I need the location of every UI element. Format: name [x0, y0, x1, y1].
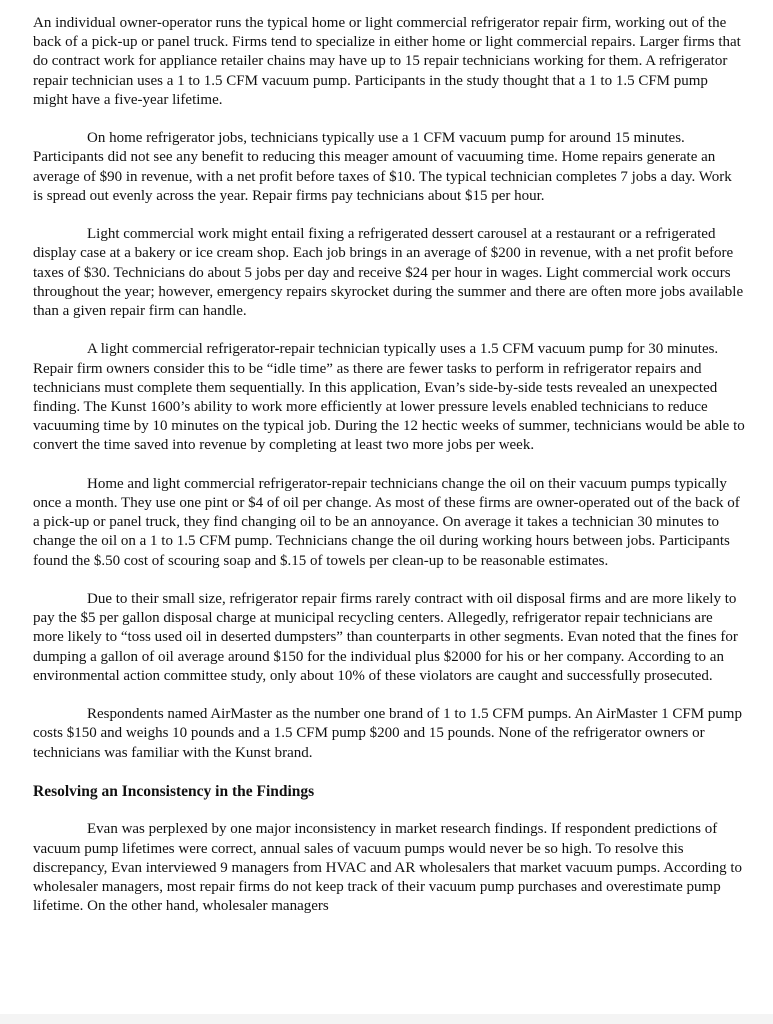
paragraph-idle-time: A light commercial refrigerator-repair technician typically uses a 1.5 CFM vacuum pump for 30 minutes. Repair firm owners consider this to be “idle time” as there are fewer tasks to perform in refrigerator repairs and technicians must complete them sequentially. In this application, Evan’s side-by-side tests revealed an unexpected finding. The Kunst 1600’s ability to work more efficiently at lower pressure levels enabled technicians to reduce vacuuming time by 10 minutes on the typical job. During the 12 hectic weeks of summer, technicians would be able to convert the time saved into revenue by completing at least two more jobs per week. — [33, 341, 745, 454]
paragraph-oil-change: Home and light commercial refrigerator-repair technicians change the oil on their vacuum pumps typically once a month. They use one pint or $4 of oil per change. As most of these firms are owner-operated out of the back of a pick-up or panel truck, they find changing oil to be an annoyance. On average it takes a technician 30 minutes to change the oil on a 1 to 1.5 CFM pump. Technicians change the oil during working hours between jobs. Participants found the $.50 cost of scouring soap and $.15 of towels per clean-up to be reasonable estimates. — [33, 475, 740, 569]
paragraph-oil-disposal: Due to their small size, refrigerator repair firms rarely contract with oil disposal firms and are more likely to pay the $5 per gallon disposal charge at municipal recycling centers. Allegedly, refrigerator repair technicians are more likely to “toss used oil in deserted dumpsters” than counterparts in other segments. Evan noted that the fines for dumping a gallon of oil average around $150 for the individual plus $2000 for his or her company. According to an environmental action committee study, only about 10% of these violators are caught and successfully prosecuted. — [33, 591, 738, 684]
paragraph-inconsistency: Evan was perplexed by one major inconsistency in market research findings. If respondent predictions of vacuum pump lifetimes were correct, annual sales of vacuum pumps would never be so high. To resolve this discrepancy, Evan interviewed 9 managers from HVAC and AR wholesalers that market vacuum pumps. According to wholesaler managers, most repair firms do not keep track of their vacuum pump purchases and overestimate pump lifetime. On the other hand, wholesaler managers — [33, 821, 742, 915]
paragraph-owner-operator: An individual owner-operator runs the typical home or light commercial refrigerator repair firm, working out of the back of a pick-up or panel truck. Firms tend to specialize in either home or light commercial repairs. Larger firms that do contract work for appliance retailer chains may have up to 15 repair technicians working for them. A refrigerator repair technician uses a 1 to 1.5 CFM vacuum pump. Participants in the study thought that a 1 to 1.5 CFM pump might have a five-year lifetime. — [33, 15, 741, 108]
paragraph-airmaster: Respondents named AirMaster as the number one brand of 1 to 1.5 CFM pumps. An AirMaster 1 CFM pump costs $150 and weighs 10 pounds and a 1.5 CFM pump $200 and 15 pounds. None of the refrigerator owners or technicians was familiar with the Kunst brand. — [33, 706, 742, 761]
paragraph-home-jobs: On home refrigerator jobs, technicians typically use a 1 CFM vacuum pump for around 15 minutes. Participants did not see any benefit to reducing this meager amount of vacuuming time. Home repairs generate an average of $90 in revenue, with a net profit before taxes of $10. The typical technician completes 7 jobs a day. Work is spread out evenly across the year. Repair firms pay technicians about $15 per hour. — [33, 130, 732, 204]
page-bottom-edge — [0, 1014, 773, 1024]
section-heading: Resolving an Inconsistency in the Findings — [33, 783, 315, 801]
document-page — [33, 14, 745, 936]
paragraph-light-commercial: Light commercial work might entail fixing a refrigerated dessert carousel at a restaurant or a refrigerated display case at a bakery or ice cream shop. Each job brings in an average of $200 in revenue, with a net profit before taxes of $30. Technicians do about 5 jobs per day and receive $24 per hour in wages. Light commercial work occurs throughout the year; however, emergency repairs skyrocket during the summer and there are often more jobs available than a given repair firm can handle. — [33, 226, 744, 320]
